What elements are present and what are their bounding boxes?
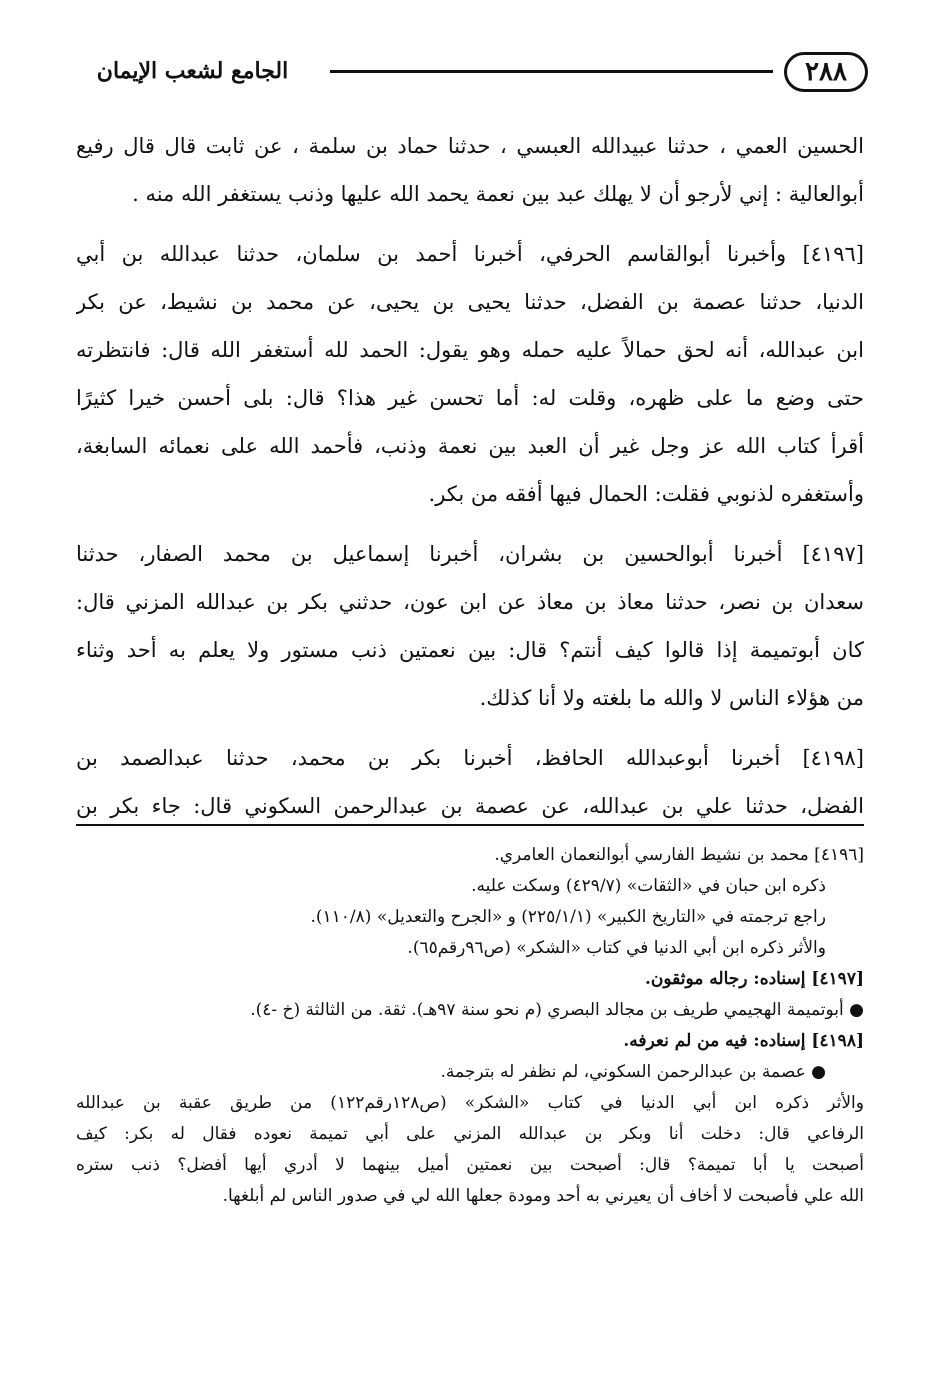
footnote-line: ● عصمة بن عبدالرحمن السكوني، لم نظفر له بترجمة. bbox=[440, 1062, 826, 1082]
text-line: كان أبوتميمة إذا قالوا كيف أنتم؟ قال: بين نعمتين ذنب مستور ولا يعلم به أحد وثناء bbox=[76, 638, 864, 662]
footnote-line: الرفاعي قال: دخلت أنا وبكر بن عبدالله المزني على أبي تميمة نعوده فقال له بكر: كيف bbox=[76, 1124, 864, 1144]
text-line: سعدان بن نصر، حدثنا معاذ بن معاذ عن ابن عون، حدثني بكر بن عبدالله المزني قال: bbox=[76, 590, 864, 614]
running-title: الجامع لشعب الإيمان bbox=[96, 58, 289, 84]
footnote-line: والأثر ذكره ابن أبي الدنيا في كتاب «الشكر» (ص١٢٨رقم١٢٢) من طريق عقبة بن عبدالله bbox=[76, 1093, 864, 1113]
paragraph-4197 bbox=[76, 530, 864, 722]
text-line: أبوالعالية : إني لأرجو أن لا يهلك عبد بين نعمة يحمد الله عليها وذنب يستغفر الله منه . bbox=[132, 182, 864, 206]
page-number: ٢٨٨ bbox=[784, 52, 868, 92]
footnote-line: [٤١٩٨] إسناده: فيه من لم نعرفه. bbox=[623, 1031, 864, 1051]
footnote-line: [٤١٩٦] محمد بن نشيط الفارسي أبوالنعمان العامري. bbox=[494, 845, 864, 865]
text-line: ابن عبدالله، أنه لحق حمالاً عليه حمله وهو يقول: الحمد لله أستغفر الله قال: فانتظرته bbox=[76, 338, 864, 362]
paragraph-4198 bbox=[76, 734, 864, 830]
text-line: حتى وضع ما على ظهره، وقلت له: أما تحسن غير هذا؟ قال: بلى أحسن خيرا كثيرًا bbox=[76, 386, 864, 410]
footnote-line: راجع ترجمته في «التاريخ الكبير» (٢٢٥/١/١) و «الجرح والتعديل» (١١٠/٨). bbox=[310, 907, 826, 927]
text-line: من هؤلاء الناس لا والله ما بلغته ولا أنا كذلك. bbox=[479, 686, 864, 710]
header-rule bbox=[330, 70, 773, 73]
text-line: [٤١٩٨] أخبرنا أبوعبدالله الحافظ، أخبرنا بكر بن محمد، حدثنا عبدالصمد بن bbox=[76, 746, 864, 770]
footnote-line: ● أبوتميمة الهجيمي طريف بن مجالد البصري (م نحو سنة ٩٧هـ). ثقة. من الثالثة (خ -٤). bbox=[250, 1000, 864, 1020]
text-line: أقرأ كتاب الله عز وجل غير أن العبد بين نعمة وذنب، فأحمد الله على نعمائه السابغة، bbox=[76, 434, 864, 458]
text-line: [٤١٩٧] أخبرنا أبوالحسين بن بشران، أخبرنا إسماعيل بن محمد الصفار، حدثنا bbox=[76, 542, 864, 566]
footnote-line: ذكره ابن حبان في «الثقات» (٤٢٩/٧) وسكت عليه. bbox=[471, 876, 826, 896]
paragraph-continuation bbox=[76, 122, 864, 218]
footnotes bbox=[76, 840, 864, 1212]
footnote-line: أصبحت يا أبا تميمة؟ قال: أصبحت بين نعمتين أميل بينهما لا أدري أيها أفضل؟ ذنب ستره bbox=[76, 1155, 864, 1175]
paragraph-4196 bbox=[76, 230, 864, 518]
footnote-line: الله علي فأصبحت لا أخاف أن يعيرني به أحد ومودة جعلها الله لي في صدور الناس لم أبلغها. bbox=[222, 1186, 864, 1206]
footnote-separator bbox=[76, 824, 864, 826]
text-line: [٤١٩٦] وأخبرنا أبوالقاسم الحرفي، أخبرنا أحمد بن سلمان، حدثنا عبدالله بن أبي bbox=[76, 242, 864, 266]
page-header bbox=[60, 44, 868, 104]
text-line: وأستغفره لذنوبي فقلت: الحمال فيها أفقه من بكر. bbox=[428, 482, 864, 506]
footnote-line: [٤١٩٧] إسناده: رجاله موثقون. bbox=[644, 969, 864, 989]
text-line: الحسين العمي ، حدثنا عبيدالله العبسي ، حدثنا حماد بن سلمة ، عن ثابت قال قال رفيع bbox=[76, 134, 864, 158]
main-text bbox=[76, 122, 864, 842]
text-line: الدنيا، حدثنا عصمة بن الفضل، حدثنا يحيى بن يحيى، عن محمد بن نشيط، عن بكر bbox=[76, 290, 864, 314]
footnote-line: والأثر ذكره ابن أبي الدنيا في كتاب «الشكر» (ص٩٦رقم٦٥). bbox=[407, 938, 826, 958]
text-line: الفضل، حدثنا علي بن عبدالله، عن عصمة بن عبدالرحمن السكوني قال: جاء بكر بن bbox=[76, 794, 864, 818]
